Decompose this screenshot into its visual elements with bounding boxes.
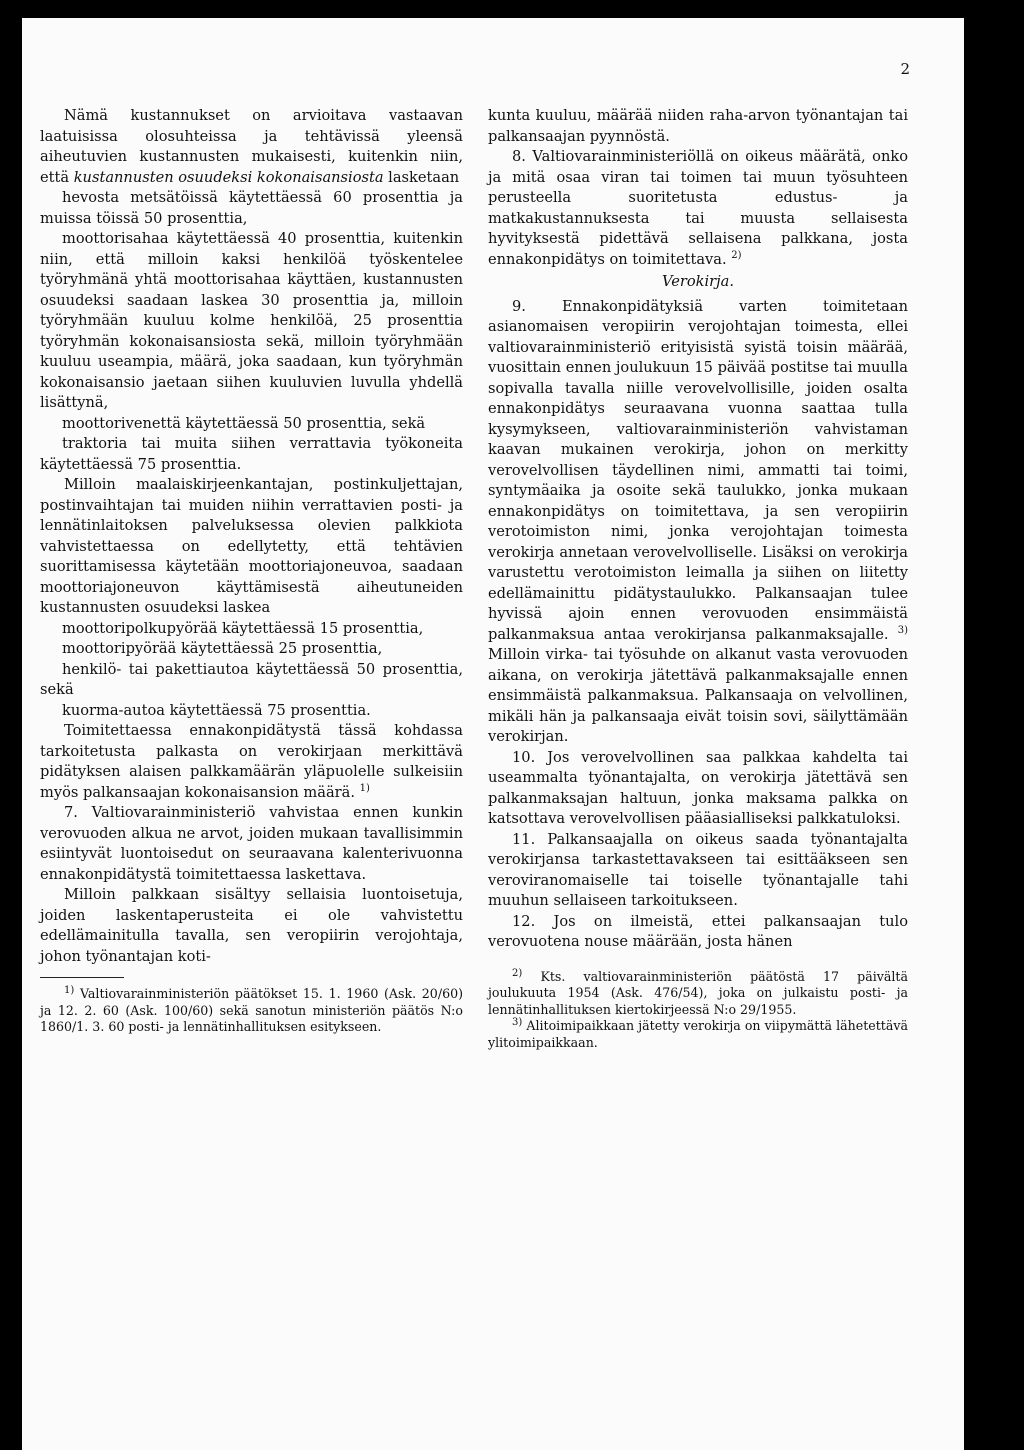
left-column xyxy=(40,106,463,1036)
list-item-truck: kuorma-autoa käytettäessä 75 prosenttia. xyxy=(62,701,371,719)
footnote-ref-2: 2) xyxy=(731,249,742,261)
footnote-divider xyxy=(40,977,124,978)
costs-intro-rest: lasketaan xyxy=(383,168,460,186)
paragraph-postal-vehicles: Milloin maalaiskirjeenkantajan, postinkuljettajan, postinvaihtajan tai muiden niihin verrattavien posti- ja lennätinlaitoksen palveluksessa olevien palkkiota vahvistettaessa on edellytetty, että tehtävien suorittamisessa käytetään moottoriajoneuvoa, saadaan moottoriajoneuvon käyttämisestä aiheutuneiden kustannusten osuudeksi laskea xyxy=(40,476,463,616)
paragraph-costs-intro xyxy=(40,106,463,188)
section-9-continuation: Milloin virka- tai työsuhde on alkanut vasta verovuoden aikana, on verokirja jätettävä palkanmaksajalle ennen ensimmäistä palkanmaksua. Palkansaaja on velvollinen, mikäli hän ja palkansaaja eivät toisin sovi, säilyttämään verokirjan. xyxy=(488,646,908,745)
footnote-1-marker: 1) xyxy=(64,984,75,996)
list-item-car: henkilö- tai pakettiautoa käytettäessä 50 prosenttia, sekä xyxy=(40,660,463,698)
footnote-3-marker: 3) xyxy=(512,1016,523,1028)
list-item-motorcycle: moottoripyörää käytettäessä 25 prosenttia, xyxy=(62,640,383,657)
list-item-tractor: traktoria tai muita siihen verrattavia työkoneita käytettäessä 75 prosenttia. xyxy=(40,435,463,473)
section-8-text: 8. Valtiovarainministeriöllä on oikeus määrätä, onko ja mitä osaa viran tai toimen tai muun työsuhteen perusteella suoritetusta edustus- ja matkakustannuksesta tai muusta sellaisesta hyvityksestä pidettävä sellaisena palkkana, josta ennakonpidätys on toimitettava. xyxy=(488,148,908,268)
section-9-text: 9. Ennakonpidätyksiä varten toimitetaan asianomaisen veropiirin verojohtajan toimesta, ellei valtiovarainministeriö erityisistä syistä toisin määrää, vuosittain ennen joulukuun 15 päivää postitse tai muulla sopivalla tavalla niille verovelvollisille, joiden osalta ennakonpidätys seuraavana vuonna saattaa tulla kysymykseen, valtiovarainministeriön vahvistaman kaavan mukainen verokirja, johon on merkitty verovelvollisen täydellinen nimi, ammatti tai toimi, syntymäaika ja osoite sekä taulukko, jonka mukaan ennakonpidätys on toimitettava, ja sen veropiirin verotoimiston nimi, jonka verojohtajan toimesta verokirja annetaan verovelvolliselle. Lisäksi on verokirja varustettu verotoimiston leimalla ja siihen on liitetty edellämainittu pidätystaulukko. Palkansaajan tulee hyvissä ajoin ennen verovuoden ensimmäistä palkanmaksua antaa verokirjansa palkanmaksajalle. xyxy=(488,297,908,643)
right-column xyxy=(488,106,908,1051)
scan-border-left xyxy=(0,0,22,1450)
paragraph-section-7: 7. Valtiovarainministeriö vahvistaa ennen kunkin verovuoden alkua ne arvot, joiden mukaan tavallisimmin esiintyvät luontoisedut on seuraavana kalenterivuonna ennakonpidätystä toimitettaessa laskettava. xyxy=(40,804,463,883)
footnote-2-marker: 2) xyxy=(512,967,523,979)
list-item-moped: moottoripolkupyörää käytettäessä 15 prosenttia, xyxy=(62,619,424,637)
footnote-1-text: Valtiovarainministeriön päätökset 15. 1. 1960 (Ask. 20/60) ja 12. 2. 60 (Ask. 100/60) sekä sanotun ministeriön päätös N:o 1860/1. 3. 60 posti- ja lennätinhallituksen esitykseen. xyxy=(40,986,464,1034)
list-item-chainsaw: moottorisahaa käytettäessä 40 prosenttia, kuitenkin niin, että milloin kaksi henkilöä työskentelee työryhmänä yhtä moottorisahaa käyttäen, kustannusten osuudeksi saadaan laskea 30 prosenttia ja, milloin työryhmään kuuluu kolme henkilöä, 25 prosenttia työryhmän kokonaisansiosta sekä, milloin työryhmään kuuluu useampia, määrä, joka saadaan, kun työryhmän kokonaisansio jaetaan siihen kuuluvien luvulla yhdellä lisättynä, xyxy=(40,230,463,411)
withholding-note-text: Toimitettaessa ennakonpidätystä tässä kohdassa tarkoitetusta palkasta on verokirjaan merkittävä pidätyksen alaisen palkkamäärän yläpuolelle sulkeisiin myös palkansaajan kokonaisansion määrä. xyxy=(40,722,463,801)
paragraph-withholding-note xyxy=(40,721,463,803)
footnote-3-text: Alitoimipaikkaan jätetty verokirja on viipymättä lähetettävä ylitoimipaikkaan. xyxy=(488,1018,908,1050)
list-item-motorboat: moottorivenettä käytettäessä 50 prosenttia, sekä xyxy=(62,414,426,432)
costs-intro-text: Nämä kustannukset on arvioitava vastaavan laatuisissa olosuhteissa ja tehtävissä yleensä aiheutuvien kustannusten mukaisesti, kuitenkin niin, että xyxy=(40,107,463,186)
footnote-ref-1: 1) xyxy=(359,782,370,794)
footnote-3 xyxy=(488,1018,908,1051)
paragraph-benefits-in-kind: Milloin palkkaan sisältyy sellaisia luontoisetuja, joiden laskentaperusteita ei ole vahvistettu edellämainitulla tavalla, sen veropiirin verojohtaja, johon työnantajan koti- xyxy=(40,886,463,965)
document-page xyxy=(22,18,994,1450)
paragraph-section-9 xyxy=(488,297,908,748)
footnote-2-text: Kts. valtiovarainministeriön päätöstä 17 päivältä joulukuuta 1954 (Ask. 476/54), joka on julkaistu posti- ja lennätinhallituksen kiertokirjeessä N:o 29/1955. xyxy=(488,968,908,1017)
scan-border-right xyxy=(964,18,994,1450)
paragraph-section-11: 11. Palkansaajalla on oikeus saada työnantajalta verokirjansa tarkastettavakseen tai esittääkseen sen veroviranomaiselle tai toiselle työnantajalle tahi muuhun sellaiseen tarkoitukseen. xyxy=(488,830,908,909)
page-number: 2 xyxy=(900,60,910,78)
footnote-ref-3: 3) xyxy=(897,624,908,636)
paragraph-continuation: kunta kuuluu, määrää niiden raha-arvon työnantajan tai palkansaajan pyynnöstä. xyxy=(488,107,908,145)
paragraph-section-10: 10. Jos verovelvollinen saa palkkaa kahdelta tai useammalta työnantajalta, on verokirja jätettävä sen palkanmaksajan haltuun, jonka maksama palkka on katsottava verovelvollisen pääasialliseksi palkkatuloksi. xyxy=(488,748,908,827)
footnote-1 xyxy=(40,986,463,1036)
footnote-2 xyxy=(488,969,908,1019)
list-item-horse: hevosta metsätöissä käytettäessä 60 prosenttia ja muissa töissä 50 prosenttia, xyxy=(40,189,463,227)
paragraph-section-12: 12. Jos on ilmeistä, ettei palkansaajan tulo verovuotena nouse määrään, josta hänen xyxy=(488,912,908,950)
paragraph-section-8 xyxy=(488,147,908,270)
costs-intro-emphasis: kustannusten osuudeksi kokonaisansiosta xyxy=(73,168,384,186)
section-heading-verokirja: Verokirja. xyxy=(662,273,734,290)
